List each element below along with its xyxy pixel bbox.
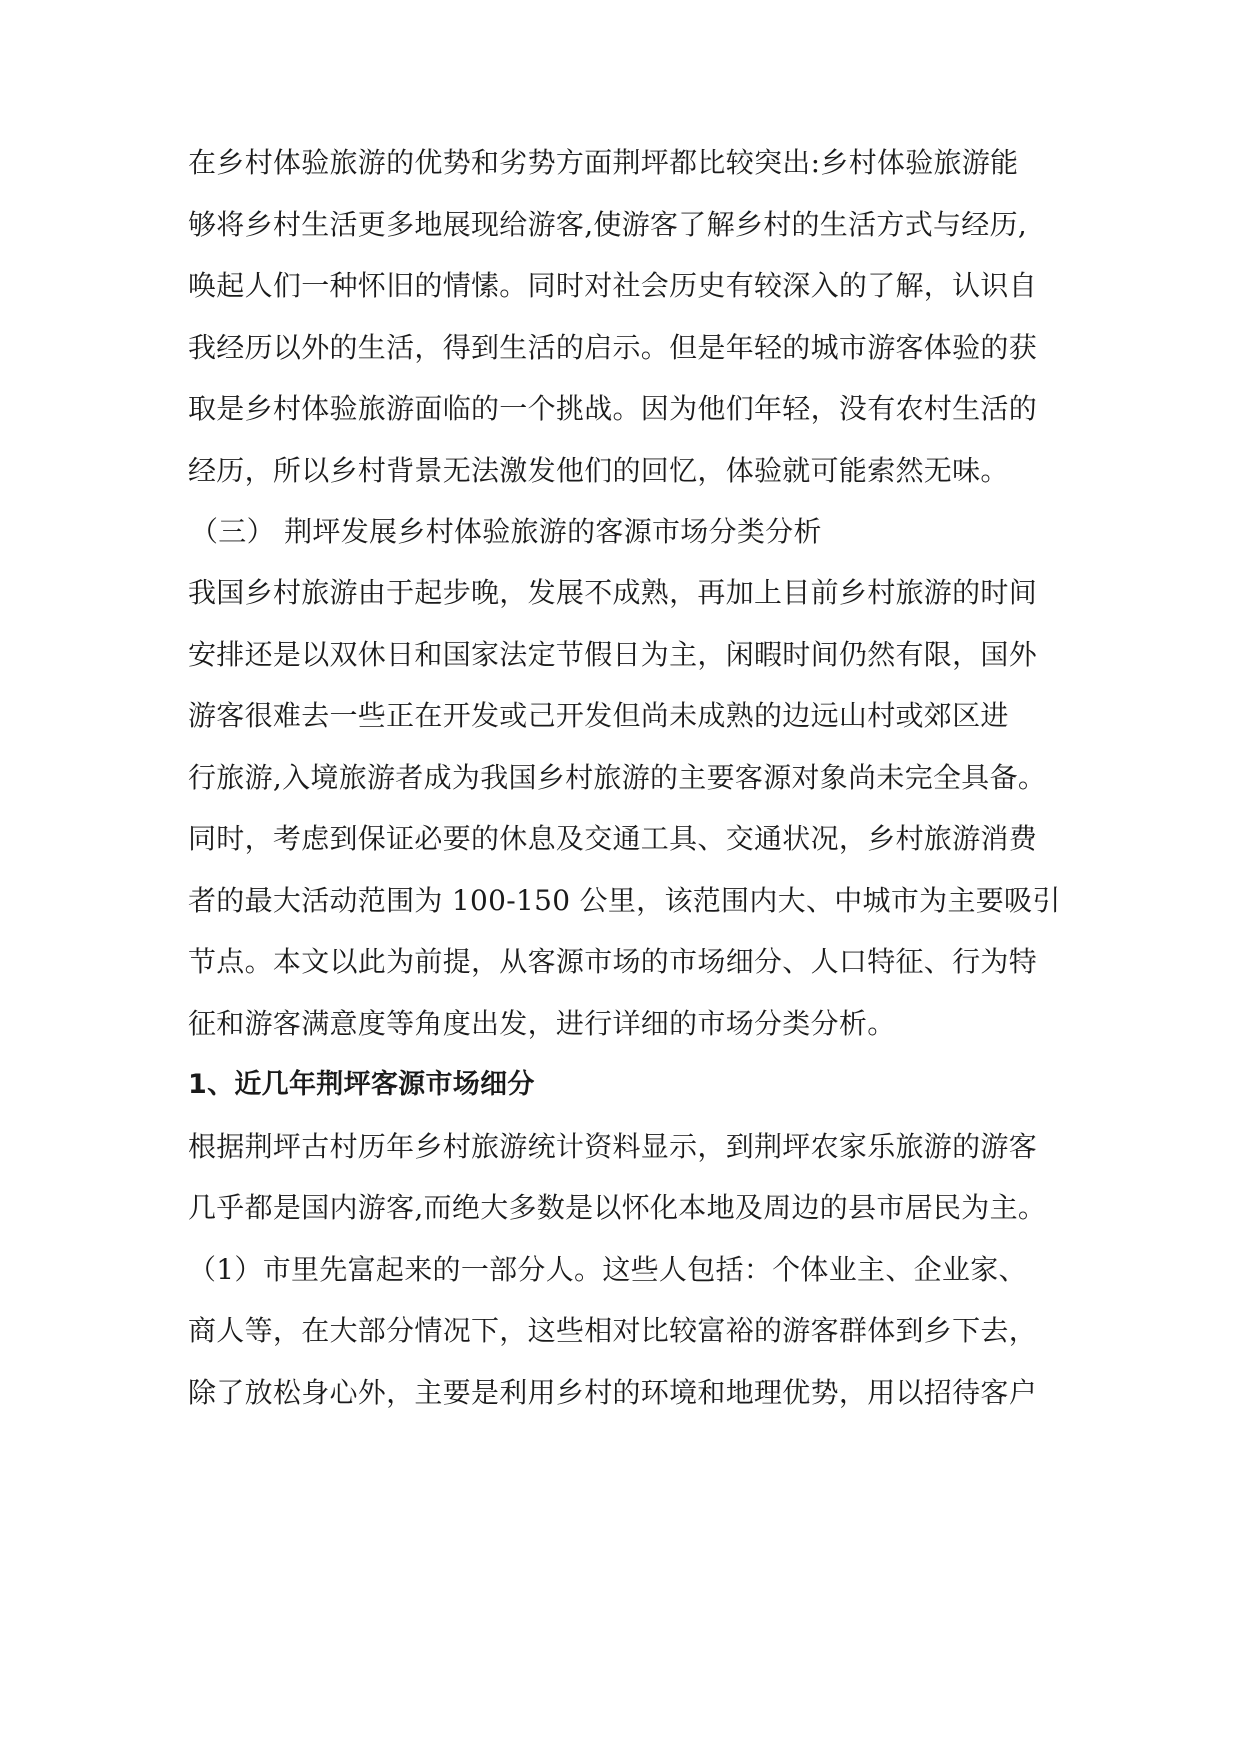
paragraph-line: 我经历以外的生活，得到生活的启示。但是年轻的城市游客体验的获 bbox=[188, 331, 1038, 364]
paragraph-line: 征和游客满意度等角度出发，进行详细的市场分类分析。 bbox=[188, 1007, 896, 1040]
paragraph-line: 商人等，在大部分情况下，这些相对比较富裕的游客群体到乡下去， bbox=[188, 1314, 1038, 1347]
paragraph-line: 取是乡村体验旅游面临的一个挑战。因为他们年轻，没有农村生活的 bbox=[188, 392, 1038, 425]
paragraph-line: 者的最大活动范围为 100-150 公里，该范围内大、中城市为主要吸引 bbox=[188, 884, 1061, 917]
paragraph-line: 在乡村体验旅游的优势和劣势方面荆坪都比较突出:乡村体验旅游能 bbox=[188, 146, 1019, 179]
section-subheading: （三） 荆坪发展乡村体验旅游的客源市场分类分析 bbox=[190, 515, 822, 548]
paragraph-line: 根据荆坪古村历年乡村旅游统计资料显示，到荆坪农家乐旅游的游客 bbox=[188, 1130, 1038, 1163]
section-heading: 1、近几年荆坪客源市场细分 bbox=[188, 1069, 535, 1100]
paragraph-line: 我国乡村旅游由于起步晚，发展不成熟，再加上目前乡村旅游的时间 bbox=[188, 576, 1038, 609]
paragraph-line: 安排还是以双休日和国家法定节假日为主，闲暇时间仍然有限，国外 bbox=[188, 638, 1038, 671]
paragraph-line: 除了放松身心外，主要是利用乡村的环境和地理优势，用以招待客户 bbox=[188, 1376, 1038, 1409]
paragraph-line: 经历，所以乡村背景无法激发他们的回忆，体验就可能索然无味。 bbox=[188, 454, 1009, 487]
paragraph-line: （1）市里先富起来的一部分人。这些人包括：个体业主、企业家、 bbox=[188, 1253, 1027, 1286]
paragraph-line: 同时，考虑到保证必要的休息及交通工具、交通状况，乡村旅游消费 bbox=[188, 822, 1038, 855]
paragraph-line: 几乎都是国内游客,而绝大多数是以怀化本地及周边的县市居民为主。 bbox=[188, 1191, 1047, 1224]
paragraph-line: 唤起人们一种怀旧的情愫。同时对社会历史有较深入的了解，认识自 bbox=[188, 269, 1038, 302]
paragraph-line: 行旅游,入境旅游者成为我国乡村旅游的主要客源对象尚未完全具备。 bbox=[188, 761, 1047, 794]
paragraph-line: 够将乡村生活更多地展现给游客,使游客了解乡村的生活方式与经历, bbox=[188, 208, 1028, 241]
paragraph-line: 游客很难去一些正在开发或己开发但尚未成熟的边远山村或郊区进 bbox=[188, 699, 1009, 732]
paragraph-line: 节点。本文以此为前提，从客源市场的市场细分、人口特征、行为特 bbox=[188, 945, 1038, 978]
